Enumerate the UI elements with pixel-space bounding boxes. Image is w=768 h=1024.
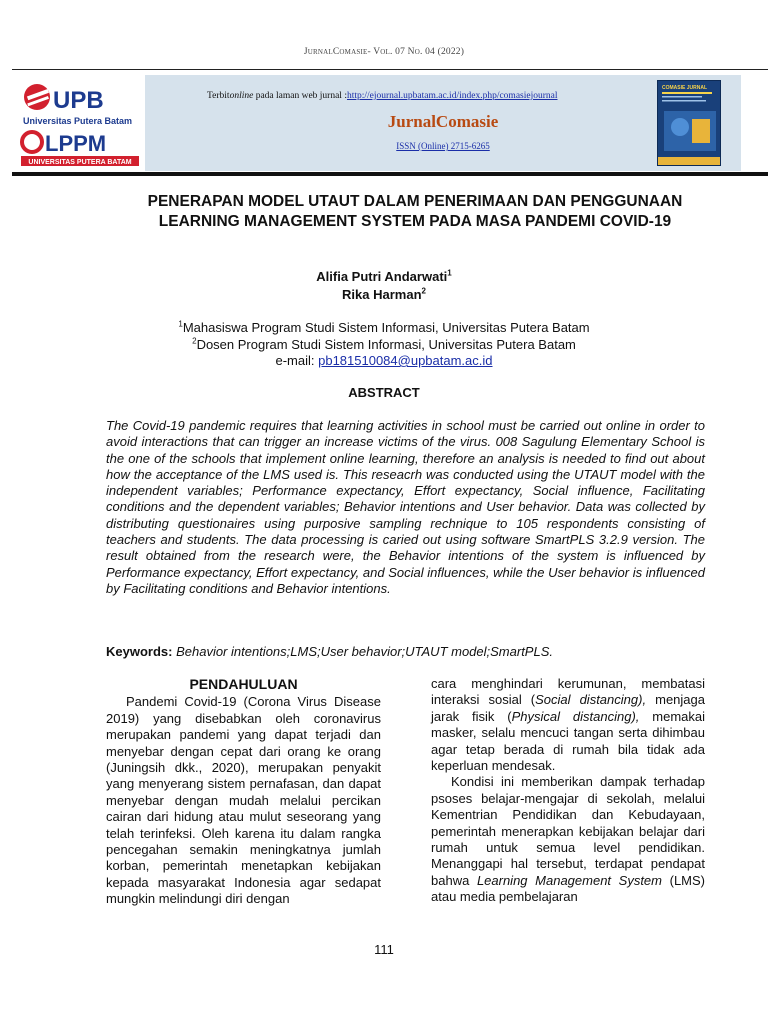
- keywords-line: [106, 644, 705, 659]
- issn-link[interactable]: ISSN (Online) 2715-6265: [396, 141, 490, 151]
- page-number: 111: [374, 942, 394, 957]
- cover-title: COMASIE JURNAL: [662, 85, 708, 91]
- affiliation-1: $^1$Mahasiswa Program Studi Sistem Informasi, Universitas Putera Batam: [178, 319, 590, 335]
- univ-name-logo: Universitas Putera Batam: [23, 116, 133, 126]
- abstract-heading: ABSTRACT: [348, 385, 420, 400]
- keywords-text: Behavior intentions;LMS;User behavior;UTAUT model;SmartPLS.: [172, 644, 553, 659]
- paragraph-intro-2: Kondisi ini memberikan dampak terhadap psoses belajar-mengajar di sekolah, melalui Kementrian Pendidikan dan Kebudayaan, pemerintah menerapkan kebijakan belajar dari rumah untuk semua level pendidikan. Menanggapi hal tersebut, terdapat pendapat bahwa Learning Management System (LMS) atau media pembelajaran: [431, 774, 706, 905]
- paragraph-intro-1: Pandemi Covid-19 (Corona Virus Disease 2019) yang disebabkan oleh coronavirus merupakan pandemi yang dapat terjadi dan menyebar dengan cepat dari orang ke orang (Juningsih dkk., 2020), merupakan penyakit yang menyerang sistem pernafasan, dan dapat menyebar dengan mudah melalui percikan cairan dari hidung atau mulut seseorang yang telah terinfeksi. Oleh karena itu dalam rangka pencegahan semakin meningkatnya jumlah korban, pemerintah menetapkan kebijakan kepada masyarakat Indonesia agar sedapat mungkin melindungi diri dengan: [106, 694, 381, 907]
- journal-name: JurnalComasie: [387, 112, 499, 131]
- banner-rule: [12, 172, 768, 176]
- body-column-left: [106, 676, 381, 908]
- journal-cover-image: [657, 80, 721, 166]
- header-rule: [12, 69, 768, 70]
- upb-lppm-logo: [17, 75, 143, 171]
- affiliation-2: $^2$Dosen Program Studi Sistem Informasi, Universitas Putera Batam: [192, 336, 576, 352]
- published-online-line: Terbitonline pada laman web jurnal :http://ejournal.upbatam.ac.id/index.php/comasiejournal: [207, 91, 558, 101]
- journal-banner: [17, 75, 750, 171]
- keywords-label: Keywords:: [106, 644, 173, 659]
- paragraph-intro-1-cont: cara menghindari kerumunan, membatasi interaksi sosial (Social distancing), menjaga jarak fisik (Physical distancing), memakai masker, selalu mencuci tangan serta dihimbau agar tetap berada di rumah bila tidak ada keperluan mendesak.: [431, 676, 706, 774]
- author-1: Alifia Putri Andarwati$^1$: [316, 268, 452, 284]
- email-link[interactable]: pb181510084@upbatam.ac.id: [318, 353, 493, 368]
- cover-art-icon: [658, 81, 721, 166]
- affiliations-block: [0, 320, 768, 370]
- article-title: PENERAPAN MODEL UTAUT DALAM PENERIMAAN DAN PENGGUNAAN LEARNING MANAGEMENT SYSTEM PADA MASA PANDEMI COVID-19: [147, 193, 683, 230]
- abstract-text: The Covid-19 pandemic requires that learning activities in school must be carried out online in order to avoid interactions that can trigger an increase victims of the virus. 008 Sagulung Elementary School is the one of the schools that implement online learning, therefore an analysis is needed to find out about how the acceptance of the LMS used is. This reseacrh was conducted using the UTAUT model with the independent variables; Performance expectancy, Effort expectancy, Social influence, Facilitating conditions and the dependent variables; Behavior intentions and User behavior. Data was collected by distributing questionaires using purposive sampling rechnique to 105 respondents consisting of teachers and students. The data processing is caried out using software SmartPLS 3.2.9 version. The result obtained from the research were, the Behavior intentions of the system is influenced by Performance expectancy, Effort expectancy, and Social influences, while the User behavior is influenced by Facilitating conditions and Behavior intentions.: [106, 418, 705, 596]
- journal-url-link[interactable]: http://ejournal.upbatam.ac.id/index.php/comasiejournal: [346, 91, 558, 101]
- upb-letters: UPB: [53, 87, 104, 114]
- banner-info: [145, 75, 741, 171]
- authors-block: [0, 268, 768, 304]
- univ-name-caps: UNIVERSITAS PUTERA BATAM: [28, 159, 132, 166]
- section-heading: PENDAHULUAN: [189, 676, 298, 692]
- email-line: e-mail: pb181510084@upbatam.ac.id: [275, 353, 493, 368]
- body-column-right: [431, 676, 705, 906]
- lppm-letters: LPPM: [45, 131, 107, 156]
- upb-logo-icon: [17, 75, 143, 171]
- running-head: JurnalComasie- Vol. 07 No. 04 (2022): [303, 47, 465, 57]
- author-2: Rika Harman$^2$: [342, 286, 426, 302]
